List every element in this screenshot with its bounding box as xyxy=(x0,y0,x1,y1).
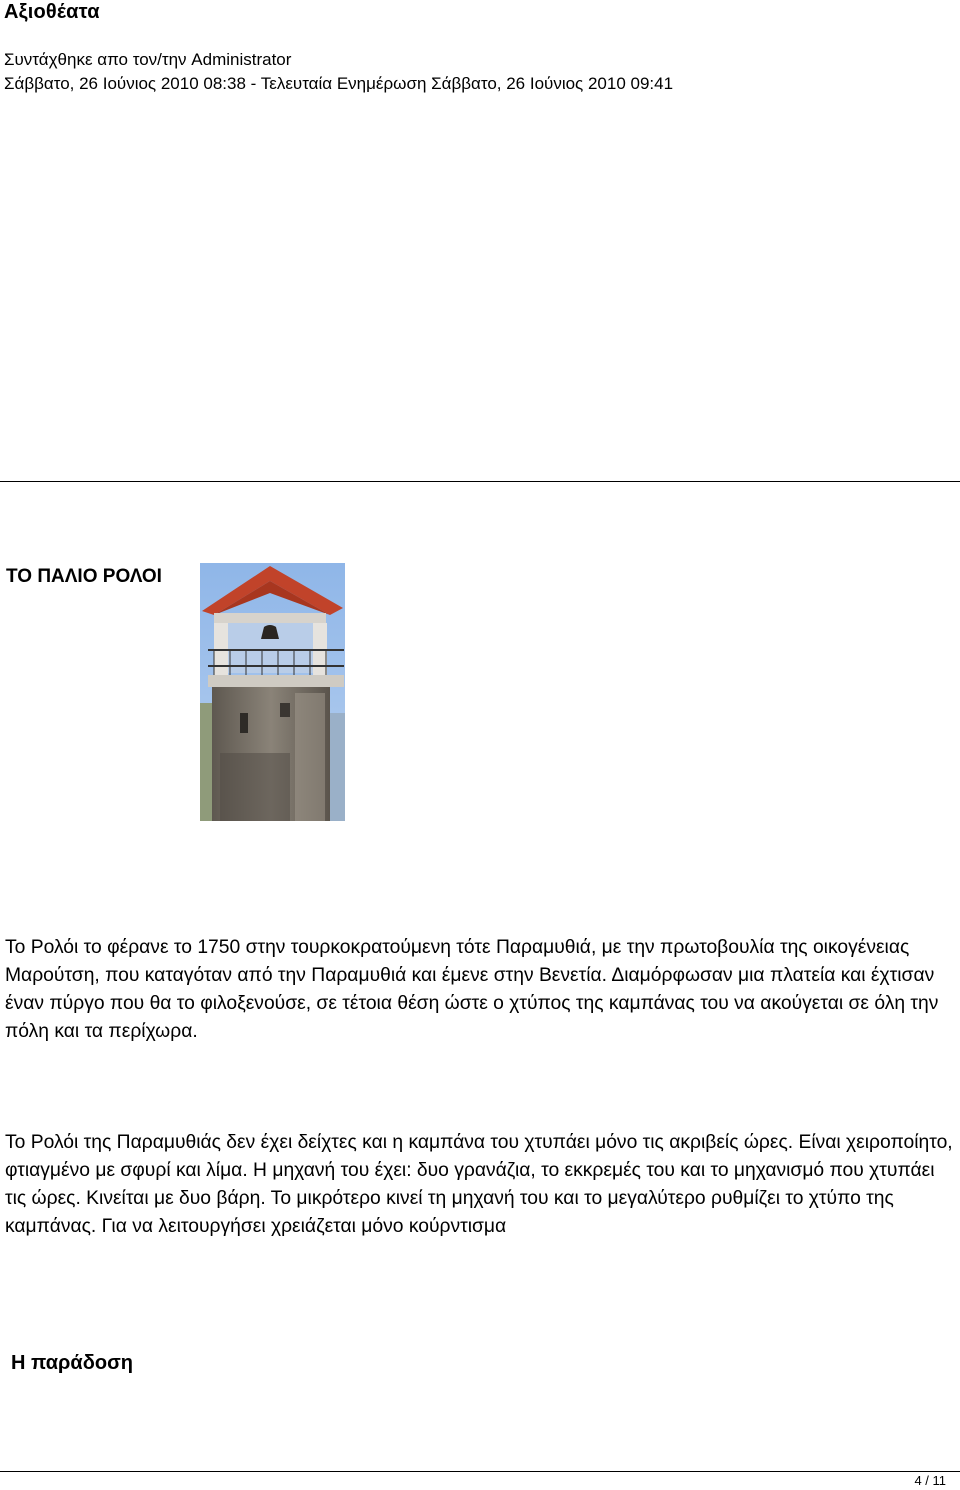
article-heading: ΤΟ ΠΑΛΙΟ ΡΟΛΟΙ xyxy=(6,566,162,587)
author-line: Συντάχθηκε απο τον/την Administrator xyxy=(4,50,292,69)
divider-bottom xyxy=(0,1471,960,1472)
page-title: Αξιοθέατα xyxy=(4,1,100,23)
section-subheading: Η παράδοση xyxy=(11,1352,133,1374)
paragraph-mechanism: Το Ρολόι της Παραμυθιάς δεν έχει δείχτες και η καμπάνα του χτυπάει μόνο τις ακριβείς ώρες. Είναι χειροποίητο, φτιαγμένο με σφυρί και λίμα. Η μηχανή του έχει: δυο γρανάζια, το εκκρεμές του και το μηχανισμό που χτυπάει τις ώρες. Κινείται με δυο βάρη. Το μικρότερο κινεί τη μηχανή του και το μεγαλύτερο ρυθμίζει το χτύπο της καμπάνας. Για να λειτουργήσει χρειάζεται μόνο κούρντισμα xyxy=(5,1132,953,1237)
page-indicator: 4 / 11 xyxy=(914,1473,946,1488)
clock-tower-photo xyxy=(200,563,345,821)
date-line: Σάββατο, 26 Ιούνιος 2010 08:38 - Τελευταία Ενημέρωση Σάββατο, 26 Ιούνιος 2010 09:41 xyxy=(4,74,674,93)
paragraph-history: Το Ρολόι το φέρανε το 1750 στην τουρκοκρατούμενη τότε Παραμυθιά, με την πρωτοβουλία της οικογένειας Μαρούτση, που καταγόταν από την Παραμυθιά και έμενε στην Βενετία. Διαμόρφωσαν μια πλατεία και έχτισαν έναν πύργο που θα το φιλοξενούσε, σε τέτοια θέση ώστε ο χτύπος της καμπάνας του να ακούγεται σε όλη την πόλη και τα περίχωρα. xyxy=(5,937,939,1042)
divider-top xyxy=(0,481,960,482)
